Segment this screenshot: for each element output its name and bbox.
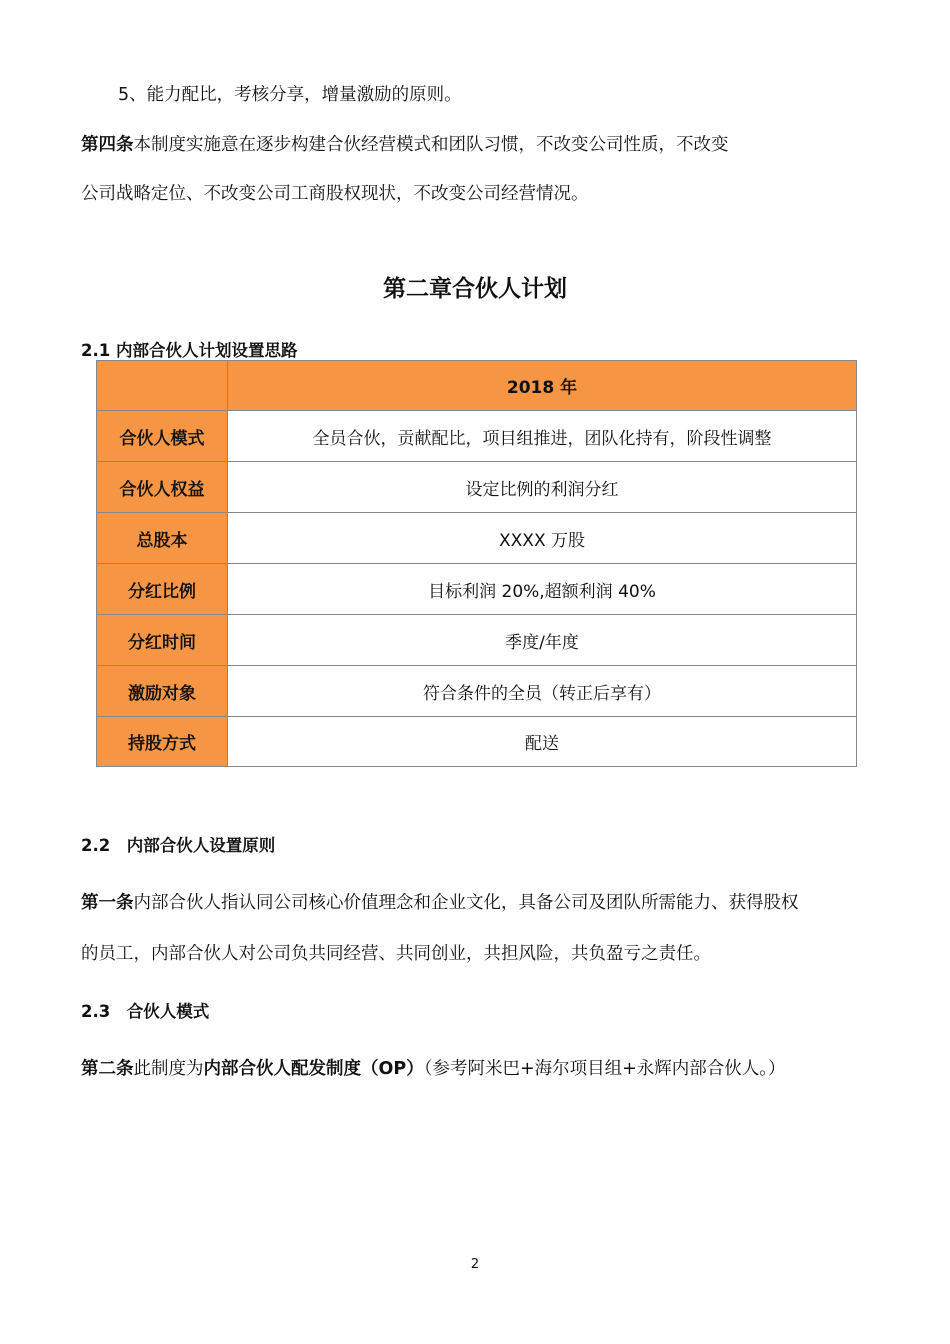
article-2-bold-text: 内部合伙人配发制度（OP） xyxy=(203,1059,424,1079)
section-2-2-heading: 2.2 内部合伙人设置原则 xyxy=(81,836,276,855)
article-1-line-2: 的员工，内部合伙人对公司负共同经营、共同创业，共担风险，共负盈亏之责任。 xyxy=(81,944,711,964)
section-2-1-heading: 2.1 内部合伙人计划设置思路 xyxy=(81,341,298,360)
table-row xyxy=(97,513,857,564)
section-2-3-heading: 2.3 合伙人模式 xyxy=(81,1002,210,1021)
article-2-text-b: （参考阿米巴+海尔项目组+永辉内部合伙人。） xyxy=(423,1059,786,1079)
table-row xyxy=(97,564,857,615)
row-label-holding-method: 持股方式 xyxy=(97,717,228,767)
table-row xyxy=(97,717,857,767)
article-4-text: 本制度实施意在逐步构建合伙经营模式和团队习惯，不改变公司性质，不改变 xyxy=(133,135,729,155)
article-1-line-1 xyxy=(81,891,799,915)
row-label-total-shares: 总股本 xyxy=(97,513,228,564)
table-row xyxy=(97,411,857,462)
row-label-partner-mode: 合伙人模式 xyxy=(97,411,228,462)
row-value-partner-mode: 全员合伙，贡献配比，项目组推进，团队化持有，阶段性调整 xyxy=(228,411,857,462)
row-value-incentive-target: 符合条件的全员（转正后享有） xyxy=(228,666,857,717)
table-year-header: 2018 年 xyxy=(228,361,857,411)
row-label-partner-rights: 合伙人权益 xyxy=(97,462,228,513)
row-value-dividend-time: 季度/年度 xyxy=(228,615,857,666)
article-4-label: 第四条 xyxy=(81,135,134,155)
chapter-title: 第二章合伙人计划 xyxy=(383,276,567,302)
row-value-partner-rights: 设定比例的利润分红 xyxy=(228,462,857,513)
page-number: 2 xyxy=(470,1257,480,1272)
table-row xyxy=(97,615,857,666)
article-1-label: 第一条 xyxy=(81,893,134,913)
article-2-text-a: 此制度为 xyxy=(133,1059,204,1079)
article-4-line-2: 公司战略定位、不改变公司工商股权现状，不改变公司经营情况。 xyxy=(81,184,589,204)
table-row xyxy=(97,666,857,717)
partner-plan-table xyxy=(96,360,857,767)
row-value-holding-method: 配送 xyxy=(228,717,857,767)
article-2-line xyxy=(81,1057,786,1081)
table-header-row xyxy=(97,361,857,411)
row-label-dividend-time: 分红时间 xyxy=(97,615,228,666)
article-2-label: 第二条 xyxy=(81,1059,134,1079)
row-label-incentive-target: 激励对象 xyxy=(97,666,228,717)
table-corner-cell xyxy=(97,361,228,411)
article-1-text: 内部合伙人指认同公司核心价值理念和企业文化，具备公司及团队所需能力、获得股权 xyxy=(133,893,799,913)
row-value-total-shares: XXXX 万股 xyxy=(228,513,857,564)
principle-item-5: 5、能力配比，考核分享，增量激励的原则。 xyxy=(118,85,462,105)
article-4-line-1 xyxy=(81,133,729,157)
row-label-dividend-ratio: 分红比例 xyxy=(97,564,228,615)
row-value-dividend-ratio: 目标利润 20%,超额利润 40% xyxy=(228,564,857,615)
table-row xyxy=(97,462,857,513)
